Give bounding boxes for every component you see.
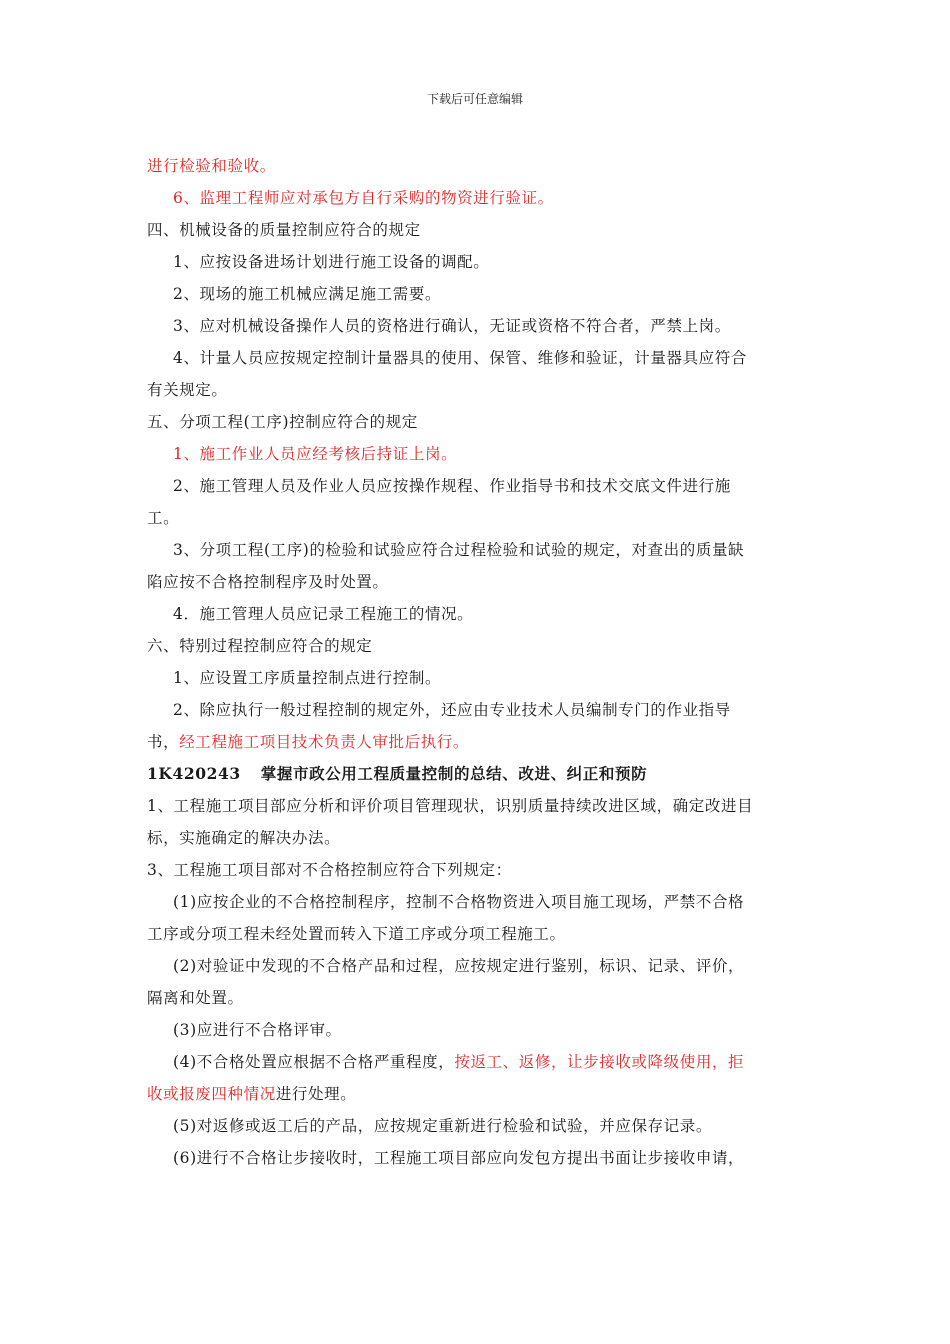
paragraph-line: 隔离和处置。 [147,989,244,1007]
paragraph-line: 标，实施确定的解决办法。 [147,829,341,847]
paragraph-line: 工序或分项工程未经处置而转入下道工序或分项工程施工。 [147,925,566,943]
paragraph-line: (2)对验证中发现的不合格产品和过程，应按规定进行鉴别，标识、记录、评价， [173,957,745,975]
paragraph-line: 4．施工管理人员应记录工程施工的情况。 [173,605,474,623]
paragraph-line: 2、施工管理人员及作业人员应按操作规程、作业指导书和技术交底文件进行施 [173,477,731,495]
text-span: 进行处理。 [275,1085,357,1103]
paragraph-line: 3、应对机械设备操作人员的资格进行确认，无证或资格不符合者，严禁上岗。 [173,317,731,335]
paragraph-line: 1、应按设备进场计划进行施工设备的调配。 [173,253,490,271]
page-header: 下载后可任意编辑 [426,92,523,106]
section-heading: 五、分项工程(工序)控制应符合的规定 [147,413,418,431]
paragraph-line: 3、工程施工项目部对不合格控制应符合下列规定： [147,861,512,879]
paragraph-line: 1、施工作业人员应经考核后持证上岗。 [173,445,458,463]
paragraph-line [147,726,807,758]
paragraph-line: 1、应设置工序质量控制点进行控制。 [173,669,442,687]
paragraph-line: 3、分项工程(工序)的检验和试验应符合过程检验和试验的规定，对查出的质量缺 [173,541,745,559]
paragraph-line: (3)应进行不合格评审。 [173,1021,342,1039]
highlighted-text: 经工程施工项目技术负责人审批后执行。 [179,733,470,751]
section-title-text: 掌握市政公用工程质量控制的总结、改进、纠正和预防 [260,764,648,783]
document-body [147,150,807,1174]
paragraph-line: 进行检验和验收。 [147,157,276,175]
paragraph-line: 2、除应执行一般过程控制的规定外，还应由专业技术人员编制专门的作业指导 [173,701,731,719]
paragraph-line: 4、计量人员应按规定控制计量器具的使用、保管、维修和验证，计量器具应符合 [173,349,747,367]
section-heading: 六、特别过程控制应符合的规定 [147,637,373,655]
text-span: (4)不合格处置应根据不合格严重程度， [173,1053,455,1071]
paragraph-line [147,1078,807,1110]
paragraph-line: (5)对返修或返工后的产品，应按规定重新进行检验和试验，并应保存记录。 [173,1117,712,1135]
paragraph-line: 有关规定。 [147,381,228,399]
paragraph-line [147,1046,807,1078]
paragraph-line: 6、监理工程师应对承包方自行采购的物资进行验证。 [173,189,554,207]
paragraph-line: 陷应按不合格控制程序及时处置。 [147,573,389,591]
text-span: 书， [147,733,180,751]
paragraph-line: 1、工程施工项目部应分析和评价项目管理现状，识别质量持续改进区域，确定改进目 [147,797,754,815]
section-title [147,758,807,790]
paragraph-line: (6)进行不合格让步接收时，工程施工项目部应向发包方提出书面让步接收申请， [173,1149,745,1167]
section-code: 1K420243 [147,764,241,783]
highlighted-text: 收或报废四种情况 [147,1085,276,1103]
paragraph-line: 工。 [147,509,180,527]
section-heading: 四、机械设备的质量控制应符合的规定 [147,221,421,239]
paragraph-line: (1)应按企业的不合格控制程序，控制不合格物资进入项目施工现场，严禁不合格 [173,893,745,911]
highlighted-text: 按返工、返修，让步接收或降级使用，拒 [454,1053,745,1071]
paragraph-line: 2、现场的施工机械应满足施工需要。 [173,285,442,303]
